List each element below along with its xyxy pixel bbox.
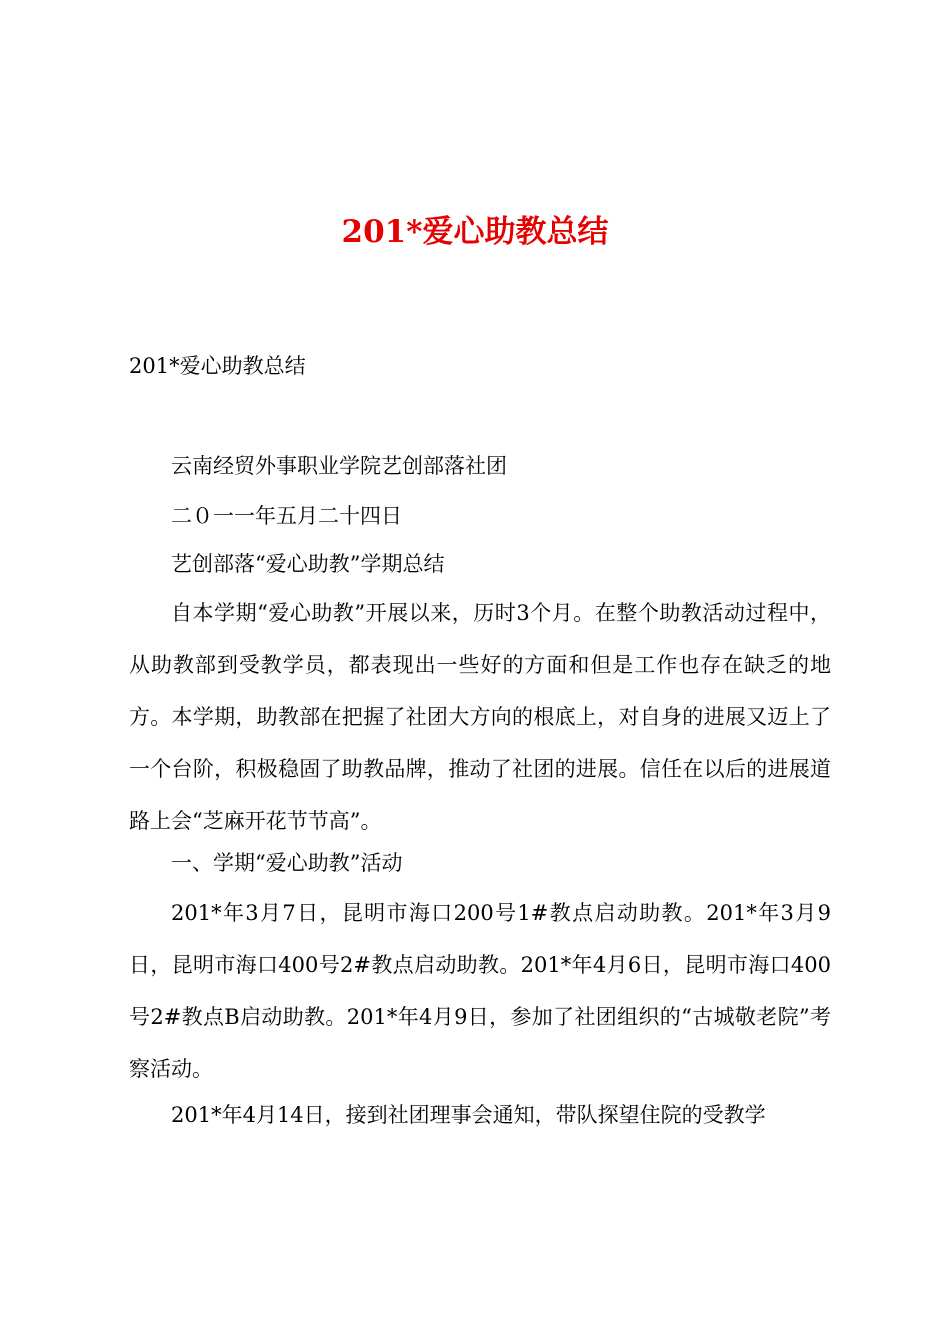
document-date-text: 二０一一年五月二十四日 <box>171 504 402 528</box>
paragraph-hospital-visit: 201*年4月14日，接到社团理事会通知，带队探望住院的受教学 <box>171 1103 766 1127</box>
section-1-heading-text: 一、学期“爱心助教”活动 <box>171 851 403 875</box>
organization-name <box>129 451 873 481</box>
document-title: 201*爱心助教总结 <box>341 214 609 250</box>
section-heading <box>129 549 831 579</box>
paragraph-intro: 自本学期“爱心助教”开展以来，历时3个月。在整个助教活动过程中，从助教部到受教学员，都表现出一些好的方面和但是工作也存在缺乏的地方。本学期，助教部在把握了社团大方向的根底上，对自身的进展又迈上了一个台阶，积极稳固了助教品牌，推动了社团的进展。信任在以后的进展道路上会“芝麻开花节节高”。 <box>129 601 831 833</box>
organization-name-text: 云南经贸外事职业学院艺创部落社团 <box>171 454 507 478</box>
section-1-heading <box>129 848 831 878</box>
paragraph-activities: 201*年3月7日，昆明市海口200号1#教点启动助教。201*年3月9日，昆明市海口400号2#教点启动助教。201*年4月6日，昆明市海口400号2#教点B启动助教。201*年4月9日，参加了社团组织的“古城敬老院”考察活动。 <box>129 901 831 1081</box>
document-subtitle: 201*爱心助教总结 <box>129 354 306 378</box>
document-date <box>129 501 831 531</box>
section-heading-text: 艺创部落“爱心助教”学期总结 <box>171 552 445 576</box>
